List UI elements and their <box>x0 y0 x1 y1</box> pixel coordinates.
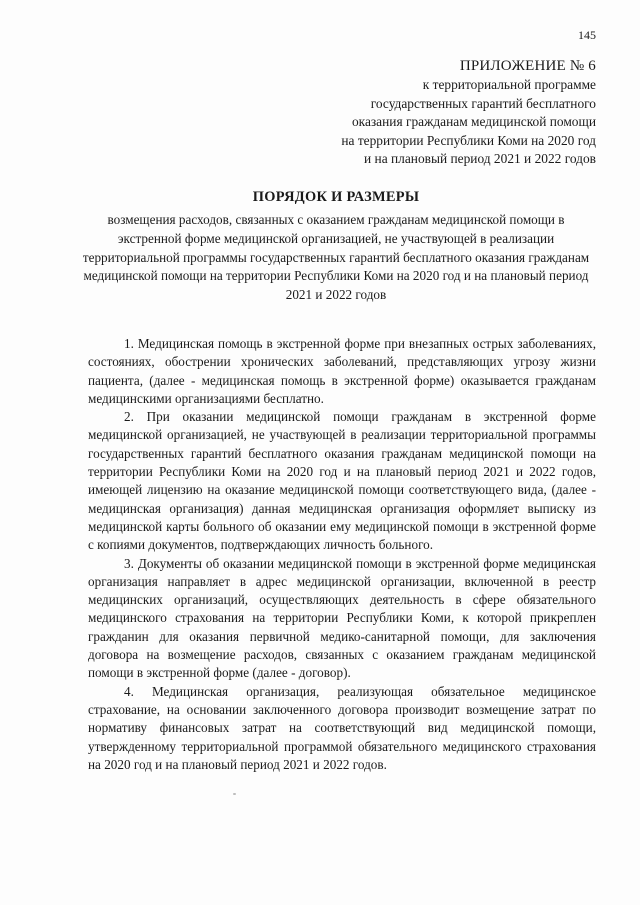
appendix-title: ПРИЛОЖЕНИЕ № 6 <box>459 58 596 74</box>
scan-speck <box>233 793 236 795</box>
document-title: ПОРЯДОК И РАЗМЕРЫ <box>252 189 420 205</box>
page-number: 145 <box>578 28 596 42</box>
appendix-line: оказания гражданам медицинской помощи <box>351 114 596 130</box>
appendix-line: к территориальной программе <box>422 77 596 92</box>
appendix-line: и на плановый период 2021 и 2022 годов <box>364 151 596 167</box>
paragraph-4: 4. Медицинская организация, реализующая обязательное медицинское страхование, на основании заключенного договора производит возмещение затрат по нормативу финансовых затрат на соответствующий вид медицинской помощи, утвержденному территориальной программой обязательного медицинского страхования на 2020 год и на плановый период 2021 и 2022 годов. <box>88 683 596 772</box>
appendix-line: государственных гарантий бесплатного <box>370 95 596 111</box>
document-heading <box>78 187 594 305</box>
appendix-header <box>236 56 596 169</box>
paragraph-3: 3. Документы об оказании медицинской помощи в экстренной форме медицинская организация направляет в адрес медицинской организации, включенной в реестр медицинских организаций, осуществляющих деятельность в сфере обязательного медицинского страхования на территории Республики Коми, к которой прикреплен гражданин для оказания первичной медико-санитарной помощи, для заключения договора на возмещение расходов, связанных с оказанием гражданам медицинской помощи в экстренной форме (далее - договор). <box>88 555 596 681</box>
appendix-line: на территории Республики Коми на 2020 год <box>341 132 596 148</box>
paragraph-1: 1. Медицинская помощь в экстренной форме при внезапных острых заболеваниях, состояниях, обострении хронических заболеваний, представляющих угрозу жизни пациента, (далее - медицинская помощь в экстренной форме) оказывается гражданам медицинскими организациями бесплатно. <box>88 336 596 406</box>
document-body <box>88 335 596 774</box>
document-subtitle: возмещения расходов, связанных с оказанием гражданам медицинской помощи в экстренной форме медицинской организацией, не участвующей в реализации территориальной программы государственных гарантий бесплатного оказания гражданам медицинской помощи на территории Республики Коми на 2020 год и на плановый период 2021 и 2022 годов <box>82 212 590 303</box>
paragraph-2: 2. При оказании медицинской помощи гражданам в экстренной форме медицинской организацией, не участвующей в реализации территориальной программы государственных гарантий бесплатного оказания гражданам медицинской помощи на территории Республики Коми на 2020 год и на плановый период 2021 и 2022 годов, имеющей лицензию на оказание медицинской помощи соответствующего вида, (далее - медицинская организация) данная медицинская организация оформляет выписку из медицинской карты больного об оказании ему медицинской помощи в экстренной форме с копиями документов, подтверждающих личность больного. <box>88 409 596 553</box>
